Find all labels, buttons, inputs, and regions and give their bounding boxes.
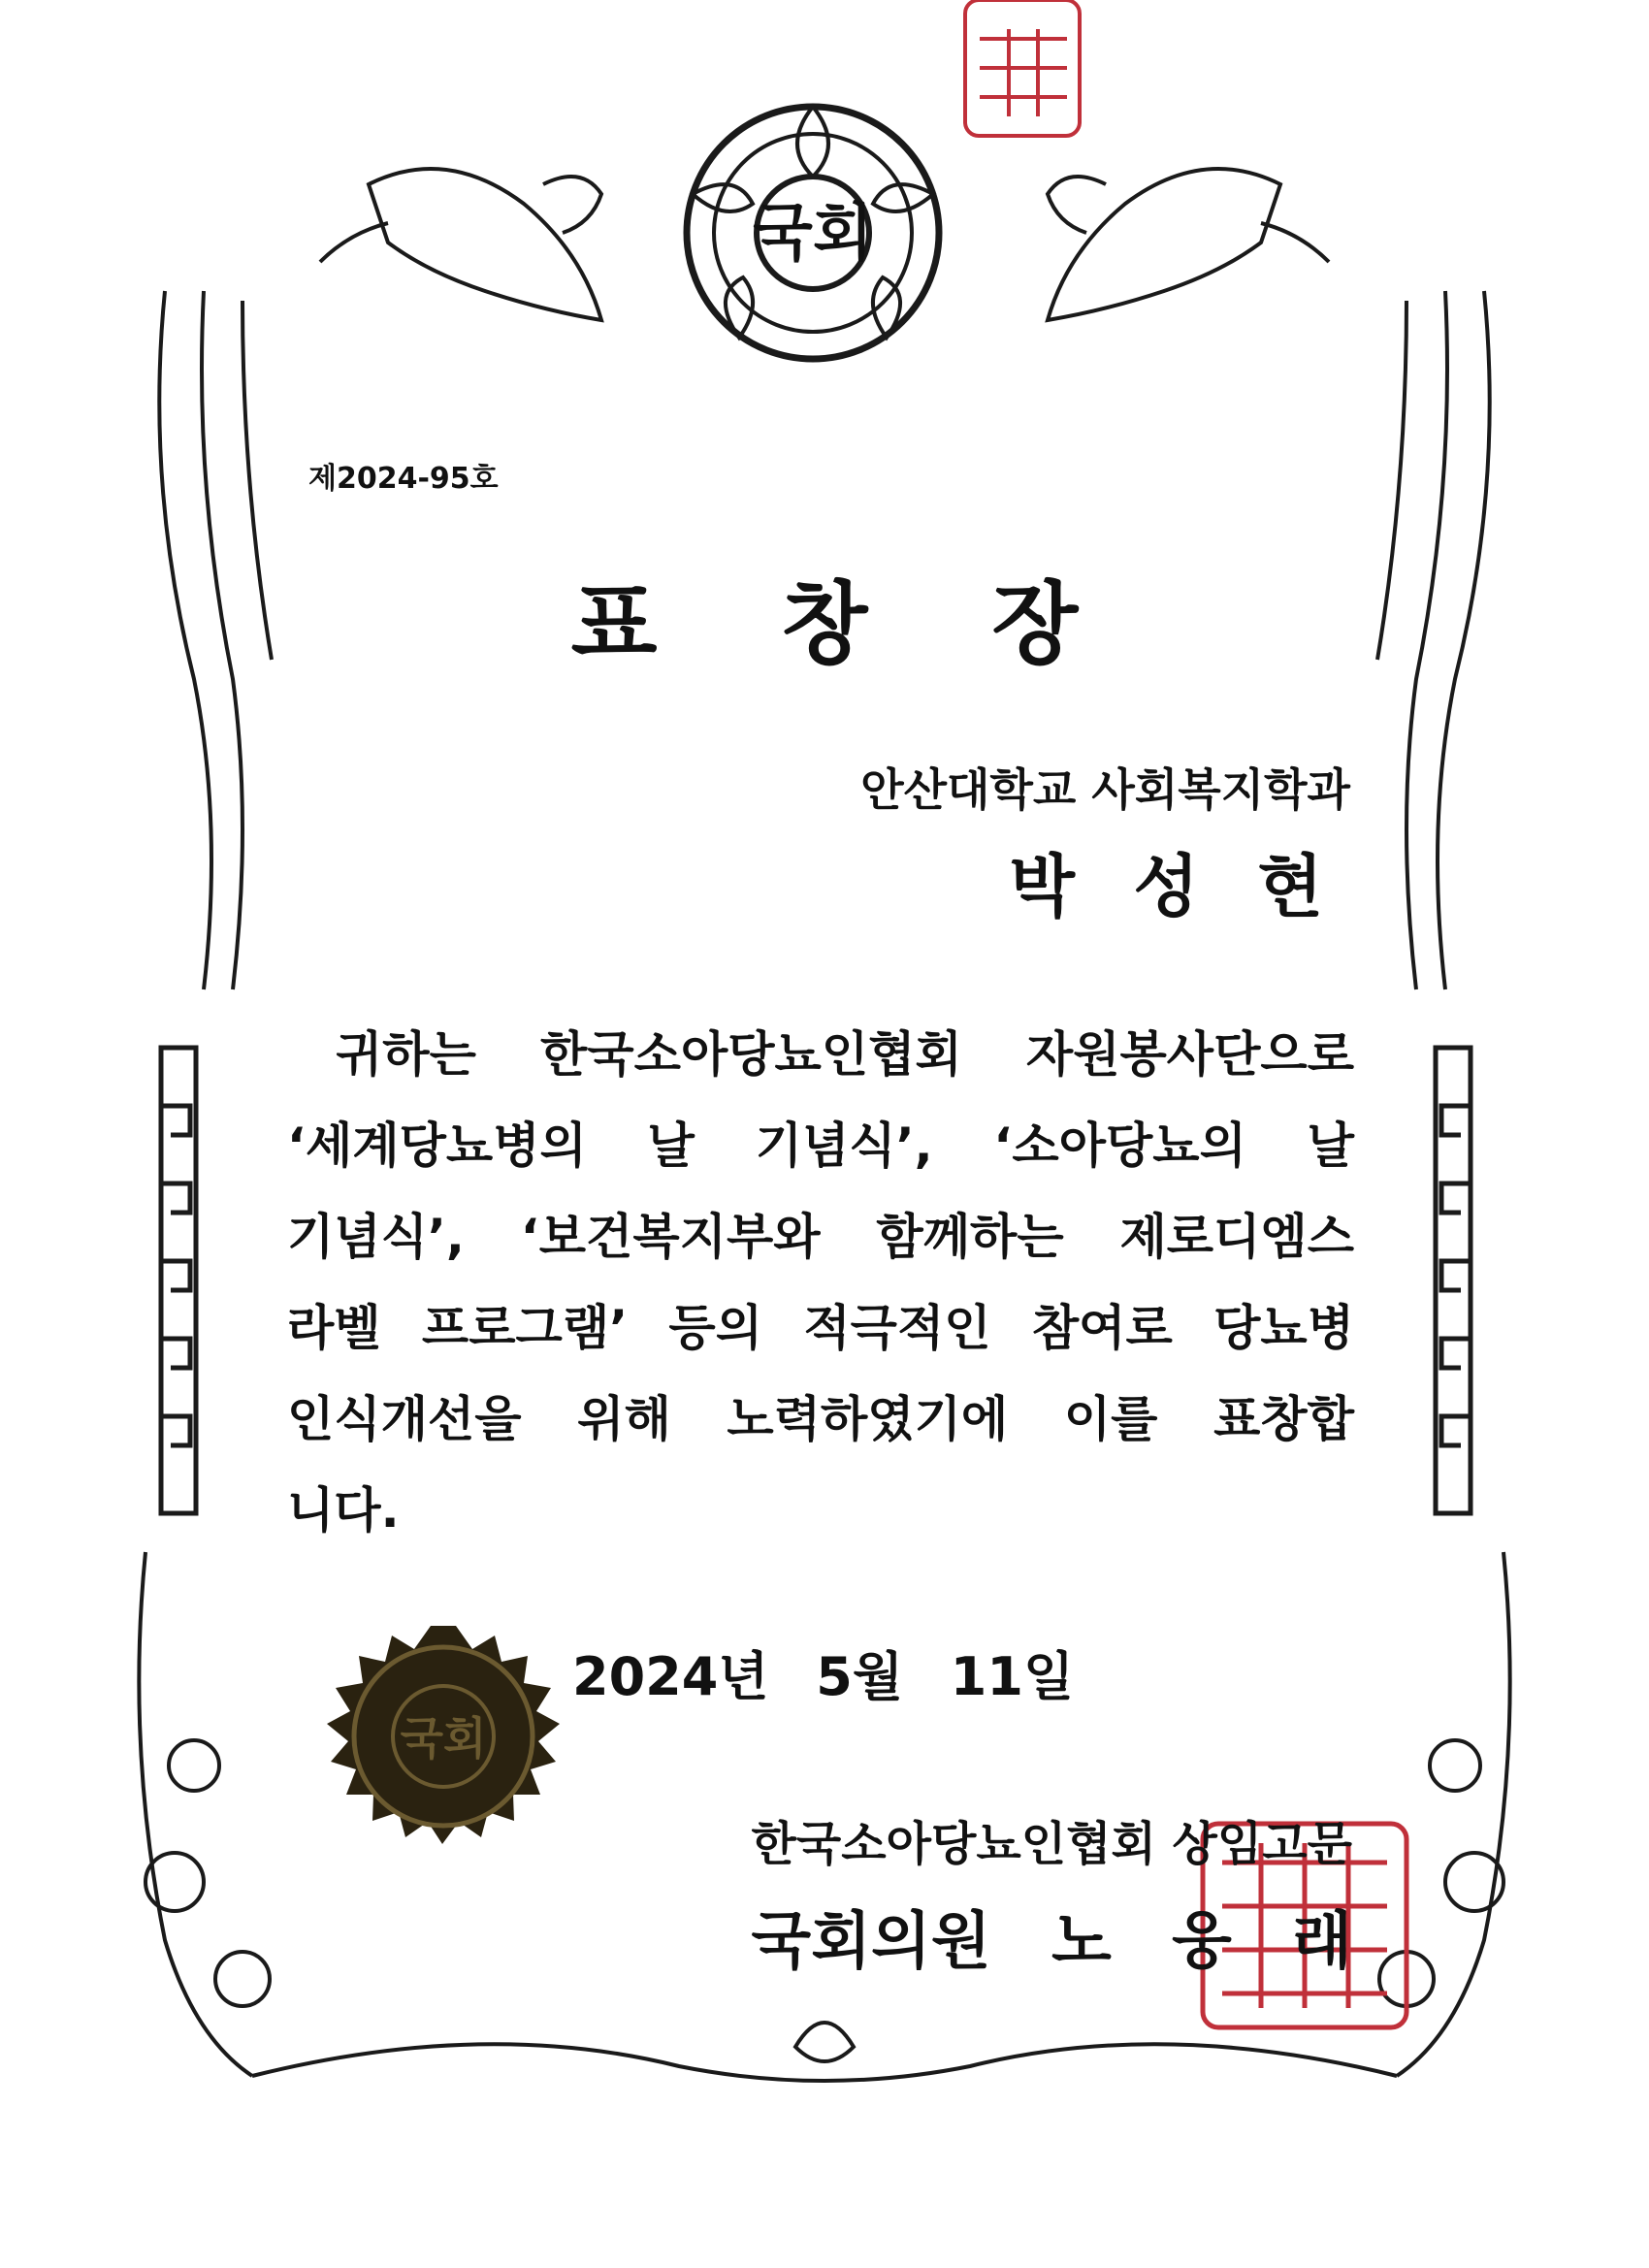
citation-line: 인식개선을 위해 노력하였기에 이를 표창합 bbox=[287, 1391, 1354, 1447]
citation-line: ‘세계당뇨병의 날 기념식’, ‘소아당뇨의 날 bbox=[287, 1118, 1354, 1174]
right-key-pattern bbox=[1436, 1048, 1471, 1513]
citation-body bbox=[287, 1009, 1354, 1556]
gold-seal-icon bbox=[327, 1626, 560, 1844]
top-red-stamp-icon bbox=[965, 0, 1080, 136]
phoenix-left-icon bbox=[320, 169, 601, 320]
award-date: 2024년 5월 11일 bbox=[572, 1646, 1075, 1707]
citation-line: 니다. bbox=[287, 1482, 400, 1539]
recipient-name: 박 성 현 bbox=[1009, 847, 1341, 926]
issuer-title: 한국소아당뇨인협회 상임고문 bbox=[751, 1817, 1352, 1871]
certificate-title bbox=[0, 553, 1649, 681]
emblem-label: 국회 bbox=[753, 198, 873, 270]
issuer-name: 국회의원 노 웅 래 bbox=[751, 1906, 1352, 1978]
title-char: 표 bbox=[570, 572, 658, 676]
certificate-number: 제2024-95호 bbox=[308, 462, 499, 496]
title-char: 장 bbox=[991, 572, 1079, 676]
title-char: 창 bbox=[781, 572, 868, 676]
phoenix-right-icon bbox=[1048, 169, 1329, 320]
citation-line: 기념식’, ‘보건복지부와 함께하는 제로디엠스 bbox=[287, 1209, 1354, 1265]
citation-line: 라벨 프로그램’ 등의 적극적인 참여로 당뇨병 bbox=[287, 1300, 1354, 1356]
svg-text:국회: 국회 bbox=[400, 1712, 487, 1765]
recipient-organization: 안산대학교 사회복지학과 bbox=[860, 763, 1350, 816]
citation-line: 귀하는 한국소아당뇨인협회 자원봉사단으로 bbox=[336, 1026, 1354, 1083]
left-key-pattern bbox=[161, 1048, 196, 1513]
